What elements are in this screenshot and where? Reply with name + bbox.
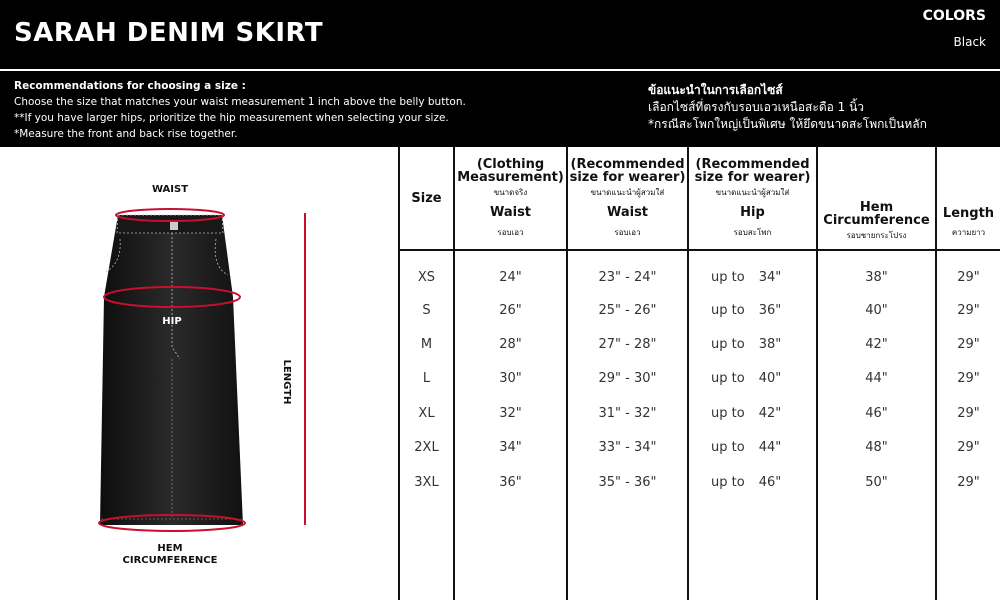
cell-length: 29" xyxy=(957,439,980,455)
hem-label-line-2: CIRCUMFERENCE xyxy=(122,555,218,566)
header-rec-waist-thai: ขนาดแนะนำผู้สวมใส่ xyxy=(590,187,665,197)
header-divider xyxy=(0,69,1000,71)
cell-hip xyxy=(689,329,816,359)
rec-th-line-2: *กรณีสะโพกใหญ่เป็นพิเศษ ให้ยึดขนาดสะโพกเป็นหลัก xyxy=(648,117,927,131)
cell-rec-waist: 29" - 30" xyxy=(598,370,657,386)
cell-hip xyxy=(689,295,816,325)
cell-rec-waist: 23" - 24" xyxy=(598,269,657,285)
header-banner xyxy=(0,0,1000,147)
header-rec-hip-thai: ขนาดแนะนำผู้สวมใส่ xyxy=(715,187,790,197)
recommendations-thai xyxy=(648,82,927,133)
cell-waist: 28" xyxy=(499,336,522,352)
header-rec-waist-label: Waist xyxy=(606,204,649,220)
rec-en-line-2: **If you have larger hips, prioritize the hip measurement when selecting your size. xyxy=(14,112,449,124)
header-hem-line-2: Circumference xyxy=(823,213,930,228)
hip-value: 38" xyxy=(758,336,782,352)
cell-waist: 32" xyxy=(499,405,522,421)
cell-size: S xyxy=(422,302,431,318)
cell-hem: 46" xyxy=(865,405,888,421)
waist-label: WAIST xyxy=(151,184,189,195)
cell-length: 29" xyxy=(957,302,980,318)
table-row xyxy=(398,398,1000,428)
cell-rec-waist: 35" - 36" xyxy=(598,474,657,490)
skirt-illustration xyxy=(0,147,398,600)
table-row xyxy=(398,363,1000,393)
header-recommended-hip xyxy=(689,147,816,249)
hem-label xyxy=(110,543,230,567)
rec-th-heading: ข้อแนะนำในการเลือกไซส์ xyxy=(648,83,783,97)
header-hem-circumference xyxy=(818,147,935,249)
cell-hem: 42" xyxy=(865,336,888,352)
cell-length: 29" xyxy=(957,474,980,490)
rec-th-line-1: เลือกไซส์ที่ตรงกับรอบเอวเหนือสะดือ 1 นิ้ว xyxy=(648,100,865,114)
rec-en-heading: Recommendations for choosing a size : xyxy=(14,80,246,92)
rec-en-line-3: *Measure the front and back rise together. xyxy=(14,128,238,140)
table-row xyxy=(398,467,1000,497)
cell-rec-waist: 25" - 26" xyxy=(598,302,657,318)
cell-length: 29" xyxy=(957,370,980,386)
cell-size: L xyxy=(422,370,431,386)
hip-value: 40" xyxy=(758,370,782,386)
table-row xyxy=(398,329,1000,359)
hip-prefix: up to xyxy=(711,405,745,421)
header-rec-hip-thai-2: รอบสะโพก xyxy=(733,227,772,237)
cell-hip xyxy=(689,432,816,462)
hip-prefix: up to xyxy=(711,302,745,318)
cell-waist: 26" xyxy=(499,302,522,318)
cell-hem: 50" xyxy=(865,474,888,490)
table-row xyxy=(398,432,1000,462)
cell-length: 29" xyxy=(957,336,980,352)
cell-rec-waist: 27" - 28" xyxy=(598,336,657,352)
cell-size: M xyxy=(420,336,433,352)
header-hem-line-1: Hem xyxy=(859,200,894,215)
cell-waist: 34" xyxy=(499,439,522,455)
cell-size: 3XL xyxy=(414,474,439,490)
recommendations-english xyxy=(14,78,466,142)
cell-hip xyxy=(689,467,816,497)
header-divider-line xyxy=(398,249,1000,251)
cell-rec-waist: 33" - 34" xyxy=(598,439,657,455)
header-rec-waist-thai-2: รอบเอว xyxy=(614,227,641,237)
hip-prefix: up to xyxy=(711,474,745,490)
hip-value: 42" xyxy=(758,405,782,421)
header-clothing-line-2: Measurement) xyxy=(457,169,564,185)
hip-prefix: up to xyxy=(711,439,745,455)
cell-length: 29" xyxy=(957,269,980,285)
rec-en-line-1: Choose the size that matches your waist measurement 1 inch above the belly button. xyxy=(14,96,466,108)
cell-hip xyxy=(689,363,816,393)
header-size xyxy=(400,147,453,249)
length-label: LENGTH xyxy=(281,359,292,405)
colors-value: Black xyxy=(953,35,986,49)
cell-size: XS xyxy=(417,269,436,285)
cell-size: 2XL xyxy=(414,439,439,455)
hip-prefix: up to xyxy=(711,370,745,386)
product-title: SARAH DENIM SKIRT xyxy=(14,18,324,48)
cell-waist: 24" xyxy=(499,269,522,285)
header-recommended-waist xyxy=(568,147,687,249)
hip-value: 44" xyxy=(758,439,782,455)
header-clothing-waist xyxy=(455,147,566,249)
hip-value: 36" xyxy=(758,302,782,318)
cell-waist: 30" xyxy=(499,370,522,386)
hip-label: HIP xyxy=(162,316,182,327)
hip-value: 46" xyxy=(758,474,782,490)
hem-label-line-1: HEM xyxy=(157,543,183,554)
header-clothing-line-1: (Clothing xyxy=(476,156,545,172)
cell-hem: 44" xyxy=(865,370,888,386)
cell-hip xyxy=(689,262,816,292)
cell-size: XL xyxy=(418,405,435,421)
hip-prefix: up to xyxy=(711,269,745,285)
cell-rec-waist: 31" - 32" xyxy=(598,405,657,421)
table-row xyxy=(398,262,1000,292)
skirt-illustration-panel xyxy=(0,147,398,600)
hip-prefix: up to xyxy=(711,336,745,352)
cell-waist: 36" xyxy=(499,474,522,490)
header-rec-waist-line-1: (Recommended xyxy=(570,156,685,172)
header-clothing-waist-thai: รอบเอว xyxy=(497,227,524,237)
header-length-thai: ความยาว xyxy=(951,228,986,237)
header-length xyxy=(937,147,1000,249)
cell-hip xyxy=(689,398,816,428)
cell-hem: 48" xyxy=(865,439,888,455)
header-rec-hip-line-1: (Recommended xyxy=(695,156,810,172)
header-rec-hip-line-2: size for wearer) xyxy=(694,169,811,185)
colors-label: COLORS xyxy=(922,8,986,24)
header-rec-waist-line-2: size for wearer) xyxy=(569,169,686,185)
cell-hem: 40" xyxy=(865,302,888,318)
header-clothing-thai: ขนาดจริง xyxy=(493,187,528,197)
size-chart-table xyxy=(398,147,1000,600)
header-rec-hip-label: Hip xyxy=(740,204,765,220)
header-length-label: Length xyxy=(942,206,995,221)
hip-value: 34" xyxy=(758,269,782,285)
table-row xyxy=(398,295,1000,325)
header-hem-thai: รอบชายกระโปรง xyxy=(846,231,907,240)
cell-hem: 38" xyxy=(865,269,888,285)
header-size-label: Size xyxy=(411,190,442,206)
header-clothing-waist-label: Waist xyxy=(489,204,532,220)
cell-length: 29" xyxy=(957,405,980,421)
